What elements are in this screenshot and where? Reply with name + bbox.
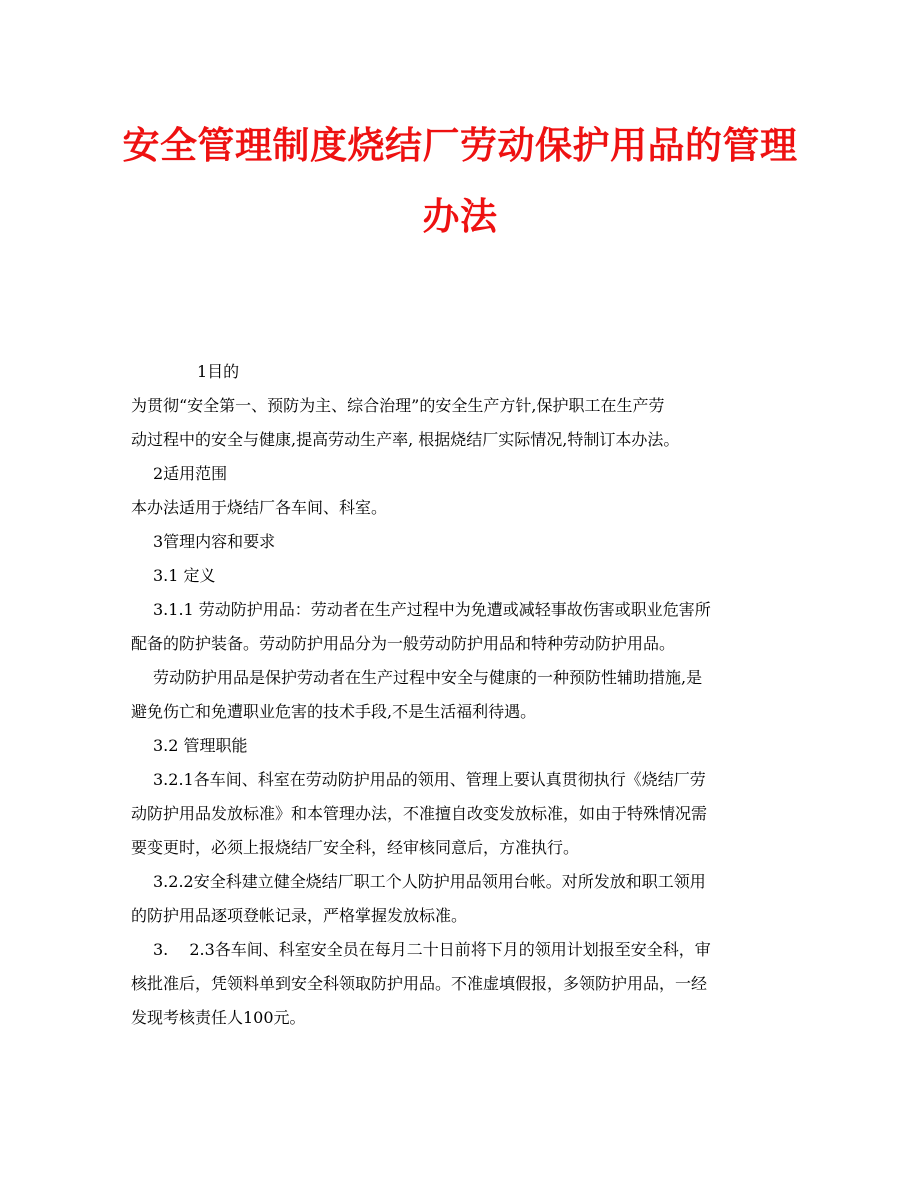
document-body bbox=[131, 355, 791, 1035]
paragraph-line: 3. 2.3各车间、科室安全员在每月二十日前将下月的领用计划报至安全科，审 bbox=[153, 940, 711, 959]
section-heading-purpose: 1目的 bbox=[197, 362, 240, 381]
paragraph-line: 劳动防护用品是保护劳动者在生产过程中安全与健康的一种预防性辅助措施,是 bbox=[153, 668, 703, 687]
paragraph-line: 核批准后，凭领料单到安全科领取防护用品。不准虚填假报，多领防护用品，一经 bbox=[131, 974, 708, 993]
paragraph-line: 3.2.2安全科建立健全烧结厂职工个人防护用品领用台帐。对所发放和职工领用 bbox=[153, 872, 706, 891]
paragraph-line: 本办法适用于烧结厂各车间、科室。 bbox=[131, 498, 388, 517]
paragraph-line: 避免伤亡和免遭职业危害的技术手段,不是生活福利待遇。 bbox=[131, 702, 537, 721]
paragraph-line: 的防护用品逐项登帐记录，严格掌握发放标准。 bbox=[131, 906, 468, 925]
paragraph-line: 为贯彻“安全第一、预防为主、综合治理”的安全生产方针,保护职工在生产劳 bbox=[131, 396, 665, 415]
paragraph-line: 动过程中的安全与健康,提高劳动生产率, 根据烧结厂实际情况,特制订本办法。 bbox=[131, 430, 680, 449]
paragraph-line: 3.1.1 劳动防护用品：劳动者在生产过程中为免遭或减轻事故伤害或职业危害所 bbox=[153, 600, 711, 619]
section-heading-management: 3管理内容和要求 bbox=[153, 532, 276, 551]
paragraph-line: 动防护用品发放标准》和本管理办法，不准擅自改变发放标准，如由于特殊情况需 bbox=[131, 804, 708, 823]
document-title-line-2: 办法 bbox=[422, 195, 498, 238]
paragraph-line: 配备的防护装备。劳动防护用品分为一般劳动防护用品和特种劳动防护用品。 bbox=[131, 634, 676, 653]
subsection-heading-functions: 3.2 管理职能 bbox=[153, 736, 248, 755]
paragraph-line: 3.2.1各车间、科室在劳动防护用品的领用、管理上要认真贯彻执行《烧结厂劳 bbox=[153, 770, 706, 789]
paragraph-line: 发现考核责任人100元。 bbox=[131, 1008, 306, 1027]
section-heading-scope: 2适用范围 bbox=[153, 464, 228, 483]
document-title-line-1: 安全管理制度烧结厂劳动保护用品的管理 bbox=[122, 124, 798, 167]
subsection-heading-definition: 3.1 定义 bbox=[153, 566, 216, 585]
paragraph-line: 要变更时，必须上报烧结厂安全科，经审核同意后，方准执行。 bbox=[131, 838, 580, 857]
